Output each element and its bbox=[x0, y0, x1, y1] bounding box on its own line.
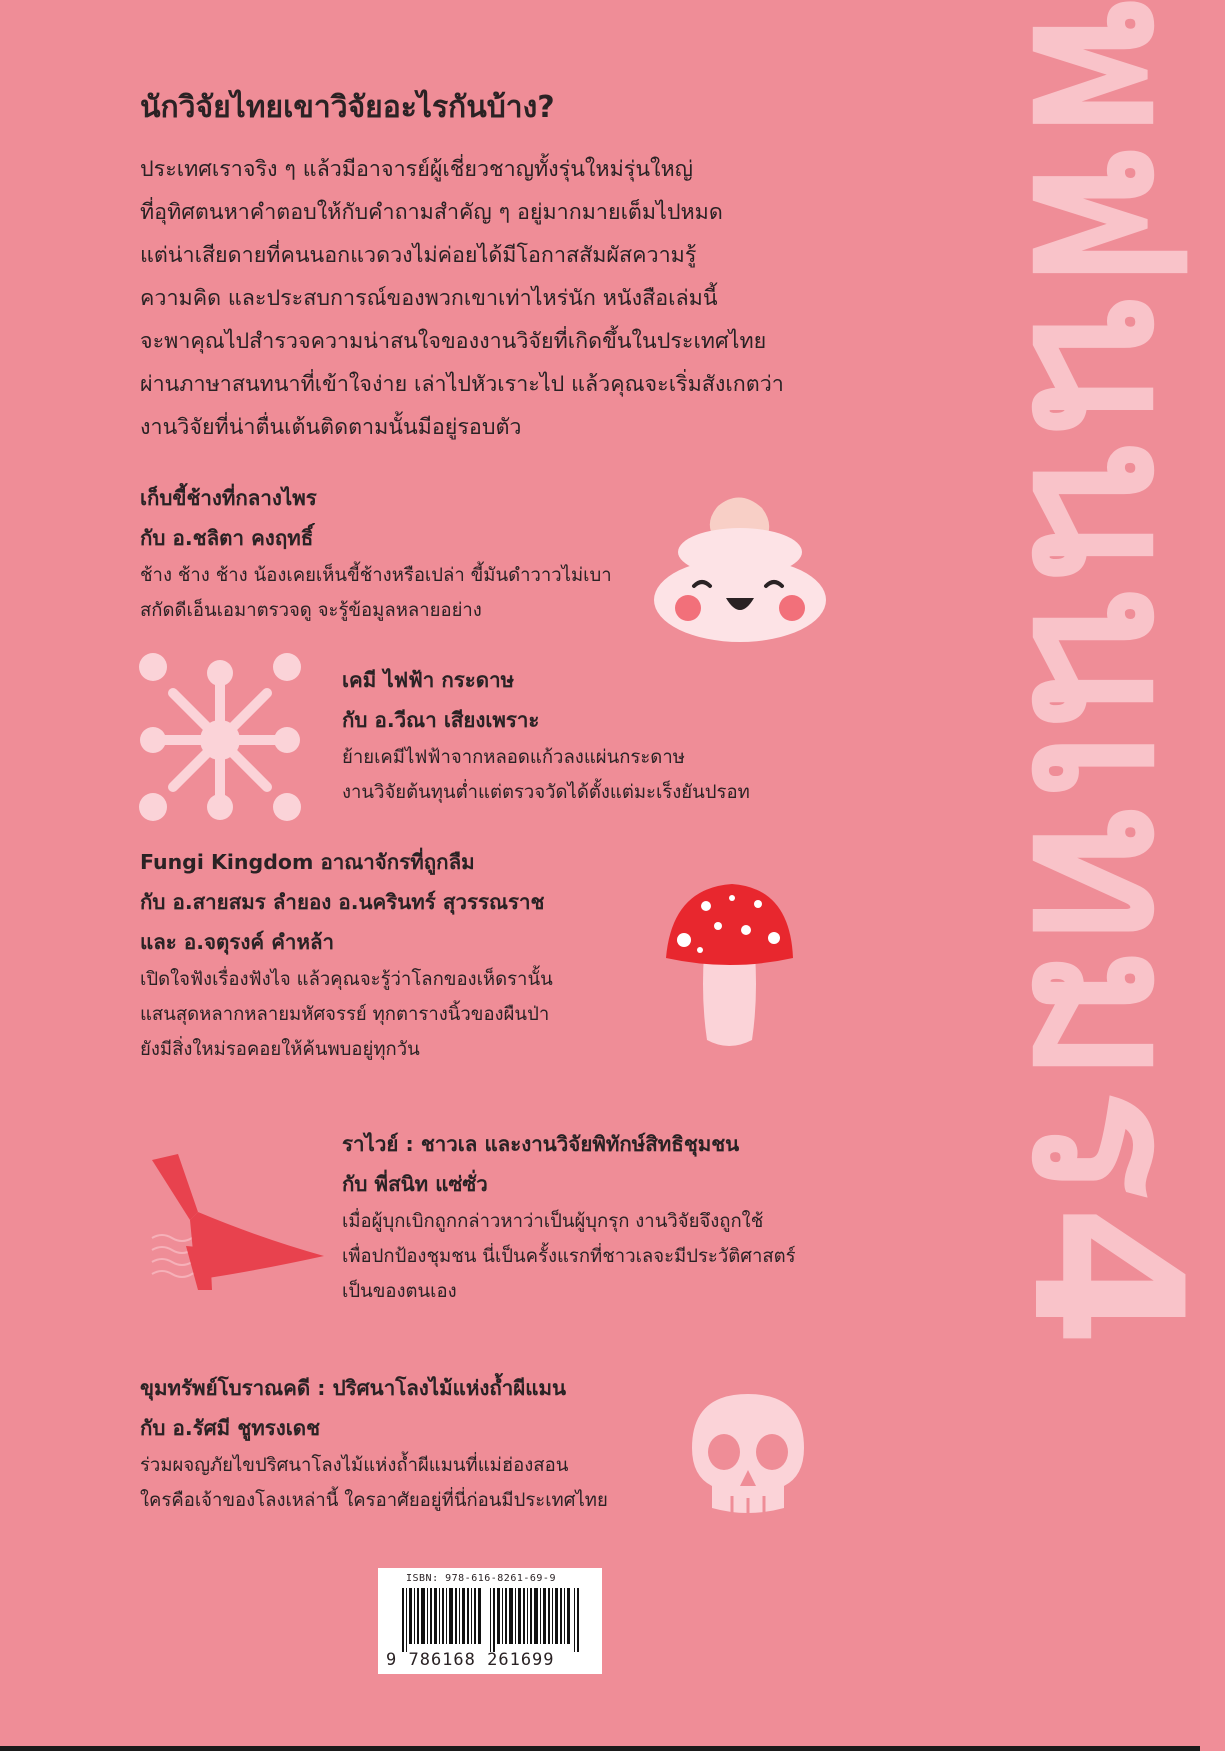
poop-emoji-icon bbox=[650, 488, 830, 648]
barcode-digits: 9 786168 261699 bbox=[386, 1650, 555, 1670]
fin-icon bbox=[150, 1150, 330, 1300]
section-title: ราไวย์ : ชาวเล และงานวิจัยพิทักษ์สิทธิชุมชน bbox=[342, 1132, 740, 1156]
section-title: Fungi Kingdom อาณาจักรที่ถูกลืม bbox=[140, 850, 475, 874]
section-title: ขุมทรัพย์โบราณคดี : ปริศนาโลงไม้แห่งถ้ำผีแมน bbox=[140, 1376, 567, 1400]
page-heading: นักวิจัยไทยเขาวิจัยอะไรกันบ้าง? bbox=[140, 90, 555, 125]
section-title: เคมี ไฟฟ้า กระดาษ bbox=[342, 668, 515, 692]
section-author: กับ อ.รัศมี ชูทรงเดช bbox=[140, 1416, 321, 1440]
intro-line: งานวิจัยที่น่าตื่นเต้นติดตามนั้นมีอยู่รอบตัว bbox=[140, 415, 522, 440]
intro-line: ผ่านภาษาสนทนาที่เข้าใจง่าย เล่าไปหัวเราะไป แล้วคุณจะเริ่มสังเกตว่า bbox=[140, 372, 784, 397]
intro-paragraph bbox=[140, 148, 900, 449]
section-author: กับ อ.สายสมร ลำยอง อ.นครินทร์ สุวรรณราช bbox=[140, 890, 545, 914]
intro-line: ความคิด และประสบการณ์ของพวกเขาเท่าไหร่นัก หนังสือเล่มนี้ bbox=[140, 286, 718, 311]
section-author: กับ อ.ชลิตา คงฤทธิ์ bbox=[140, 526, 314, 550]
section-author: และ อ.จตุรงค์ คำหล้า bbox=[140, 930, 335, 954]
intro-line: ประเทศเราจริง ๆ แล้วมีอาจารย์ผู้เชี่ยวชาญทั้งรุ่นใหม่รุ่นใหญ่ bbox=[140, 157, 694, 182]
bottom-edge bbox=[0, 1746, 1200, 1751]
isbn-label: ISBN: 978-616-8261-69-9 bbox=[406, 1573, 556, 1584]
section-body-line: แสนสุดหลากหลายมหัศจรรย์ ทุกตารางนิ้วของผืนป่า bbox=[140, 1004, 550, 1025]
mushroom-icon bbox=[662, 880, 797, 1055]
section-body-line: เมื่อผู้บุกเบิกถูกกล่าวหาว่าเป็นผู้บุกรุก งานวิจัยจึงถูกใช้ bbox=[342, 1211, 764, 1232]
section-body-line: เปิดใจฟังเรื่องฟังไจ แล้วคุณจะรู้ว่าโลกของเห็ดรานั้น bbox=[140, 969, 553, 990]
section-rawai-sea-gypsies bbox=[342, 1124, 796, 1309]
section-fungi-kingdom bbox=[140, 842, 553, 1067]
section-body-line: สกัดดีเอ็นเอมาตรวจดู จะรู้ข้อมูลหลายอย่าง bbox=[140, 600, 482, 621]
section-paper-electrochemistry bbox=[342, 660, 750, 810]
section-archaeology-coffins bbox=[140, 1368, 608, 1518]
section-elephant-dung bbox=[140, 478, 612, 628]
section-body-line: ใครคือเจ้าของโลงเหล่านี้ ใครอาศัยอยู่ที่นี่ก่อนมีประเทศไทย bbox=[140, 1490, 608, 1511]
section-body-line: เป็นของตนเอง bbox=[342, 1281, 457, 1302]
section-body-line: งานวิจัยต้นทุนต่ำแต่ตรวจวัดได้ตั้งแต่มะเร็งยันปรอท bbox=[342, 782, 750, 803]
barcode-bars-icon bbox=[402, 1588, 586, 1652]
section-title: เก็บขี้ช้างที่กลางไพร bbox=[140, 486, 317, 510]
section-body-line: ย้ายเคมีไฟฟ้าจากหลอดแก้วลงแผ่นกระดาษ bbox=[342, 747, 685, 768]
section-author: กับ อ.วีณา เสียงเพราะ bbox=[342, 708, 540, 732]
spine-title bbox=[987, 0, 1225, 1751]
section-body-line: เพื่อปกป้องชุมชน นี่เป็นครั้งแรกที่ชาวเลจะมีประวัติศาสตร์ bbox=[342, 1246, 796, 1267]
section-author: กับ พี่สนิท แซ่ซั่ว bbox=[342, 1172, 488, 1196]
spine-title-text: พฟนนนเทมร4 bbox=[987, 0, 1225, 1354]
section-body-line: ร่วมผจญภัยไขปริศนาโลงไม้แห่งถ้ำผีแมนที่แม่ฮ่องสอน bbox=[140, 1455, 569, 1476]
intro-line: จะพาคุณไปสำรวจความน่าสนใจของงานวิจัยที่เกิดขึ้นในประเทศไทย bbox=[140, 329, 767, 354]
molecule-icon bbox=[135, 655, 305, 825]
section-body-line: ยังมีสิ่งใหม่รอคอยให้ค้นพบอยู่ทุกวัน bbox=[140, 1039, 420, 1060]
intro-line: แต่น่าเสียดายที่คนนอกแวดวงไม่ค่อยได้มีโอกาสสัมผัสความรู้ bbox=[140, 243, 697, 268]
section-body-line: ช้าง ช้าง ช้าง น้องเคยเห็นขี้ช้างหรือเปล่า ขี้มันดำวาวไม่เบา bbox=[140, 565, 612, 586]
intro-line: ที่อุทิศตนหาคำตอบให้กับคำถามสำคัญ ๆ อยู่มากมายเต็มไปหมด bbox=[140, 200, 723, 225]
isbn-barcode bbox=[378, 1568, 602, 1674]
skull-icon bbox=[688, 1390, 808, 1520]
